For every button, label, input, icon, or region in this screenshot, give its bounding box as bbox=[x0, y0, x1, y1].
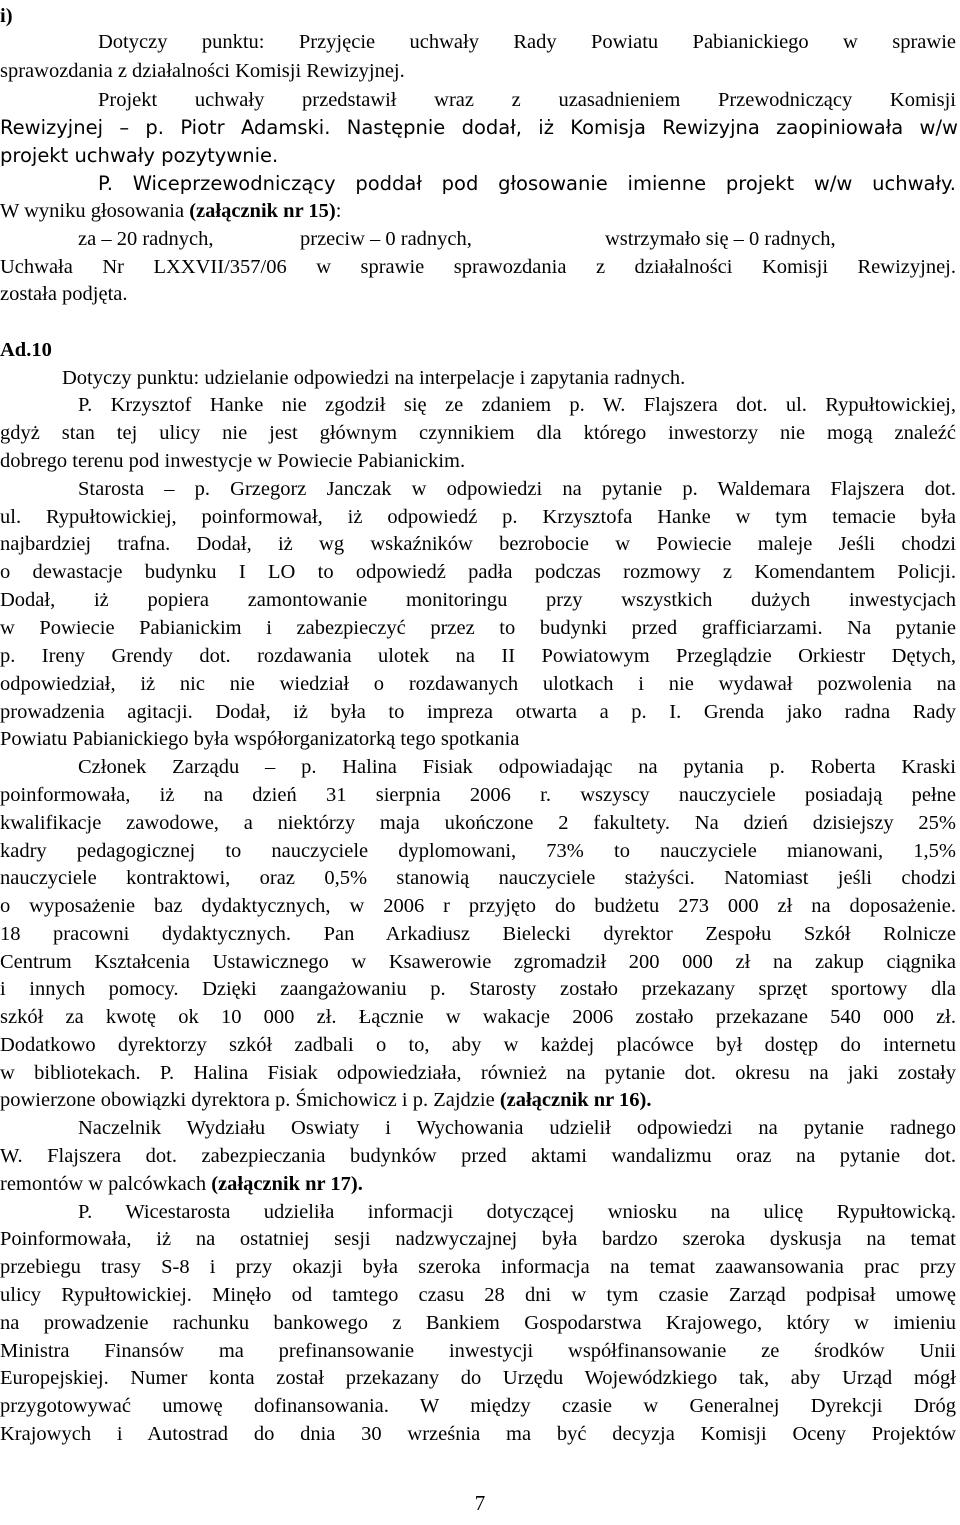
text-line bbox=[0, 837, 956, 865]
text-run: w bibliotekach. P. Halina Fisiak odpowiedziała, również na pytanie dot. okresu na jaki zostały bbox=[0, 1062, 956, 1084]
text-run: Europejskiej. Numer konta został przekazany do Urzędu Wojewódzkiego tak, aby Urząd mógł bbox=[0, 1367, 956, 1389]
text-run: remontów w palcówkach bbox=[0, 1173, 212, 1195]
text-run: najbardziej trafna. Dodał, iż wg wskaźników bezrobocie w Powiecie maleje Jeśli chodzi bbox=[0, 533, 956, 555]
text-run: W. Flajszera dot. zabezpieczania budynków przed aktami wandalizmu oraz na pytanie dot. bbox=[0, 1145, 956, 1167]
text-run: Dodatkowo dyrektorzy szkół zadbali o to, aby w każdej placówce był dostęp do internetu bbox=[0, 1034, 956, 1056]
text-line bbox=[0, 1170, 470, 1198]
text-line bbox=[0, 948, 956, 976]
text-line bbox=[0, 586, 956, 614]
text-line bbox=[0, 642, 956, 670]
text-run: : bbox=[335, 200, 342, 222]
text-run: Projekt uchwały przedstawił wraz z uzasadnieniem Przewodniczący Komisji bbox=[98, 89, 956, 111]
text-line bbox=[0, 1225, 956, 1253]
text-run: dobrego terenu pod inwestycje w Powiecie Pabianickim. bbox=[0, 450, 466, 472]
text-line bbox=[0, 1337, 956, 1365]
text-line bbox=[0, 809, 956, 837]
text-run: sprawozdania z działalności Komisji Rewizyjnej. bbox=[0, 60, 405, 82]
text-line bbox=[0, 447, 600, 475]
text-line bbox=[0, 57, 520, 85]
bold-text-run: (załącznik nr 15) bbox=[189, 200, 336, 222]
text-run: Ministra Finansów ma prefinansowanie inwestycji współfinansowanie ze środków Unii bbox=[0, 1340, 956, 1362]
text-run: Krajowych i Autostrad do dnia 30 września ma być decyzja Komisji Oceny Projektów bbox=[0, 1423, 956, 1445]
page-number: 7 bbox=[474, 1491, 486, 1515]
text-line bbox=[0, 1086, 830, 1114]
text-line bbox=[0, 197, 342, 225]
text-run: w Powiecie Pabianickim i zabezpieczyć przez to budynki przed grafficiarzami. Na pytanie bbox=[0, 617, 956, 639]
text-line bbox=[0, 558, 956, 586]
text-run: P. Krzysztof Hanke nie zgodził się ze zdaniem p. W. Flajszera dot. ul. Rypułtowickiej, bbox=[78, 394, 956, 416]
text-run: Poinformowała, iż na ostatniej sesji nadzwyczajnej była bardzo szeroka dyskusja na temat bbox=[0, 1228, 956, 1250]
text-run: przygotowywać umowę dofinansowania. W między czasie w Generalnej Dyrekcji Dróg bbox=[0, 1395, 956, 1417]
text-run: P. Wiceprzewodniczący poddał pod głosowanie imienne projekt w/w uchwały. bbox=[98, 172, 956, 195]
bold-text-run: (załącznik nr 16). bbox=[499, 1089, 652, 1111]
text-line bbox=[0, 1253, 956, 1281]
text-line bbox=[0, 503, 956, 531]
text-line bbox=[0, 670, 956, 698]
text-line bbox=[78, 475, 956, 503]
text-run: Naczelnik Wydziału Oswiaty i Wychowania udzielił odpowiedzi na pytanie radnego bbox=[78, 1117, 956, 1139]
text-line bbox=[78, 1198, 956, 1226]
text-line bbox=[0, 253, 956, 281]
text-run: Powiatu Pabianickiego była współorganizatorką tego spotkania bbox=[0, 728, 520, 750]
text-run: p. Ireny Grendy dot. rozdawania ulotek na II Powiatowym Przeglądzie Orkiestr Dętych, bbox=[0, 645, 956, 667]
text-line bbox=[0, 920, 956, 948]
text-run: prowadzenia agitacji. Dodał, iż była to impreza otwarta a p. I. Grenda jako radna Rady bbox=[0, 701, 956, 723]
text-run: projekt uchwały pozytywnie. bbox=[0, 144, 279, 167]
text-line bbox=[0, 1309, 956, 1337]
text-run: powierzone obowiązki dyrektora p. Śmichowicz i p. Zajdzie bbox=[0, 1089, 500, 1111]
bold-text-run: (załącznik nr 17). bbox=[211, 1173, 363, 1195]
text-run: odpowiedział, iż nic nie wiedział o rozdawanych ulotkach i nie wydawał pozwolenia na bbox=[0, 673, 956, 695]
text-run: i innych pomocy. Dzięki zaangażowaniu p. Starosty zostało przekazany sprzęt sportowy dla bbox=[0, 978, 956, 1000]
text-line bbox=[78, 753, 956, 781]
text-run: na prowadzenie rachunku bankowego z Bankiem Gospodarstwa Krajowego, który w imieniu bbox=[0, 1312, 956, 1334]
bold-text-run: Ad.10 bbox=[0, 339, 52, 361]
text-line bbox=[0, 1031, 956, 1059]
text-line bbox=[0, 614, 956, 642]
text-line bbox=[0, 280, 180, 308]
text-line bbox=[62, 364, 842, 392]
bold-text-run: i) bbox=[0, 5, 13, 27]
text-run: gdyż stan tej ulicy nie jest głównym czynnikiem dla którego inwestorzy nie mogą znaleźć bbox=[0, 422, 956, 444]
text-run: o wyposażenie baz dydaktycznych, w 2006 r przyjęto do budżetu 273 000 zł na doposażenie. bbox=[0, 895, 956, 917]
text-run: została podjęta. bbox=[0, 283, 128, 305]
text-run: za – 20 radnych, bbox=[78, 228, 214, 250]
text-line bbox=[98, 28, 956, 56]
text-run: Dotyczy punktu: Przyjęcie uchwały Rady Powiatu Pabianickiego w sprawie bbox=[98, 31, 956, 53]
text-run: kadry pedagogicznej to nauczyciele dyplomowani, 73% to nauczyciele mianowani, 1,5% bbox=[0, 840, 956, 862]
text-run: P. Wicestarosta udzieliła informacji dotyczącej wniosku na ulicę Rypułtowicką. bbox=[78, 1201, 956, 1223]
text-line bbox=[98, 86, 956, 114]
text-line bbox=[98, 170, 956, 198]
text-run: szkół za kwotę ok 10 000 zł. Łącznie w wakacje 2006 zostało przekazane 540 000 zł. bbox=[0, 1006, 956, 1028]
text-line bbox=[0, 864, 956, 892]
text-run: Rewizyjnej – p. Piotr Adamski. Następnie dodał, iż Komisja Rewizyjna zaopiniowała w/w bbox=[0, 116, 958, 139]
text-line bbox=[0, 1142, 956, 1170]
text-run: Starosta – p. Grzegorz Janczak w odpowiedzi na pytanie p. Waldemara Flajszera dot. bbox=[78, 478, 956, 500]
text-run: Uchwała Nr LXXVII/357/06 w sprawie sprawozdania z działalności Komisji Rewizyjnej. bbox=[0, 256, 956, 278]
text-line bbox=[0, 892, 956, 920]
text-run: W wyniku głosowania bbox=[0, 200, 190, 222]
text-run: poinformowała, iż na dzień 31 sierpnia 2006 r. wszyscy nauczyciele posiadają pełne bbox=[0, 784, 956, 806]
text-line bbox=[0, 725, 660, 753]
text-line bbox=[0, 1059, 956, 1087]
text-run: ul. Rypułtowickiej, poinformował, iż odpowiedź p. Krzysztofa Hanke w tym temacie była bbox=[0, 506, 956, 528]
text-line bbox=[0, 336, 80, 364]
text-line bbox=[0, 530, 956, 558]
text-line bbox=[0, 419, 956, 447]
text-line bbox=[0, 975, 956, 1003]
vote-abstain: wstrzymało się – 0 radnych, bbox=[605, 228, 836, 250]
text-run: Dotyczy punktu: udzielanie odpowiedzi na interpelacje i zapytania radnych. bbox=[62, 367, 686, 389]
text-line bbox=[78, 391, 956, 419]
text-run: o dewastacje budynku I LO to odpowiedź padła podczas rozmowy z Komendantem Policji. bbox=[0, 561, 956, 583]
text-line bbox=[0, 781, 956, 809]
text-line bbox=[78, 1114, 956, 1142]
text-line bbox=[78, 225, 278, 253]
text-run: 18 pracowni dydaktycznych. Pan Arkadiusz Bielecki dyrektor Zespołu Szkół Rolnicze bbox=[0, 923, 956, 945]
text-line bbox=[0, 1003, 956, 1031]
text-line bbox=[0, 2, 40, 30]
text-run: Dodał, iż popiera zamontowanie monitoringu przy wszystkich dużych inwestycjach bbox=[0, 589, 956, 611]
text-run: Członek Zarządu – p. Halina Fisiak odpowiadając na pytania p. Roberta Kraski bbox=[78, 756, 956, 778]
text-line bbox=[0, 698, 956, 726]
text-run: nauczyciele kontraktowi, oraz 0,5% stanowią nauczyciele stażyści. Natomiast jeśli chodzi bbox=[0, 867, 956, 889]
text-line bbox=[0, 1281, 956, 1309]
text-run: przebiegu trasy S-8 i przy okazji była szeroka informacja na temat zaawansowania prac przy bbox=[0, 1256, 956, 1278]
text-run: ulicy Rypułtowickiej. Minęło od tamtego czasu 28 dni w tym czasie Zarząd podpisał umowę bbox=[0, 1284, 956, 1306]
text-line bbox=[0, 1420, 956, 1448]
text-run: Centrum Kształcenia Ustawicznego w Ksawerowie zgromadził 200 000 zł na zakup ciągnika bbox=[0, 951, 956, 973]
text-run: kwalifikacje zawodowe, a niektórzy maja ukończone 2 fakultety. Na dzień dzisiejszy 25% bbox=[0, 812, 956, 834]
vote-against: przeciw – 0 radnych, bbox=[300, 228, 472, 250]
text-line bbox=[0, 1392, 956, 1420]
text-line bbox=[0, 1364, 956, 1392]
text-line bbox=[0, 142, 320, 170]
text-line bbox=[0, 114, 958, 142]
